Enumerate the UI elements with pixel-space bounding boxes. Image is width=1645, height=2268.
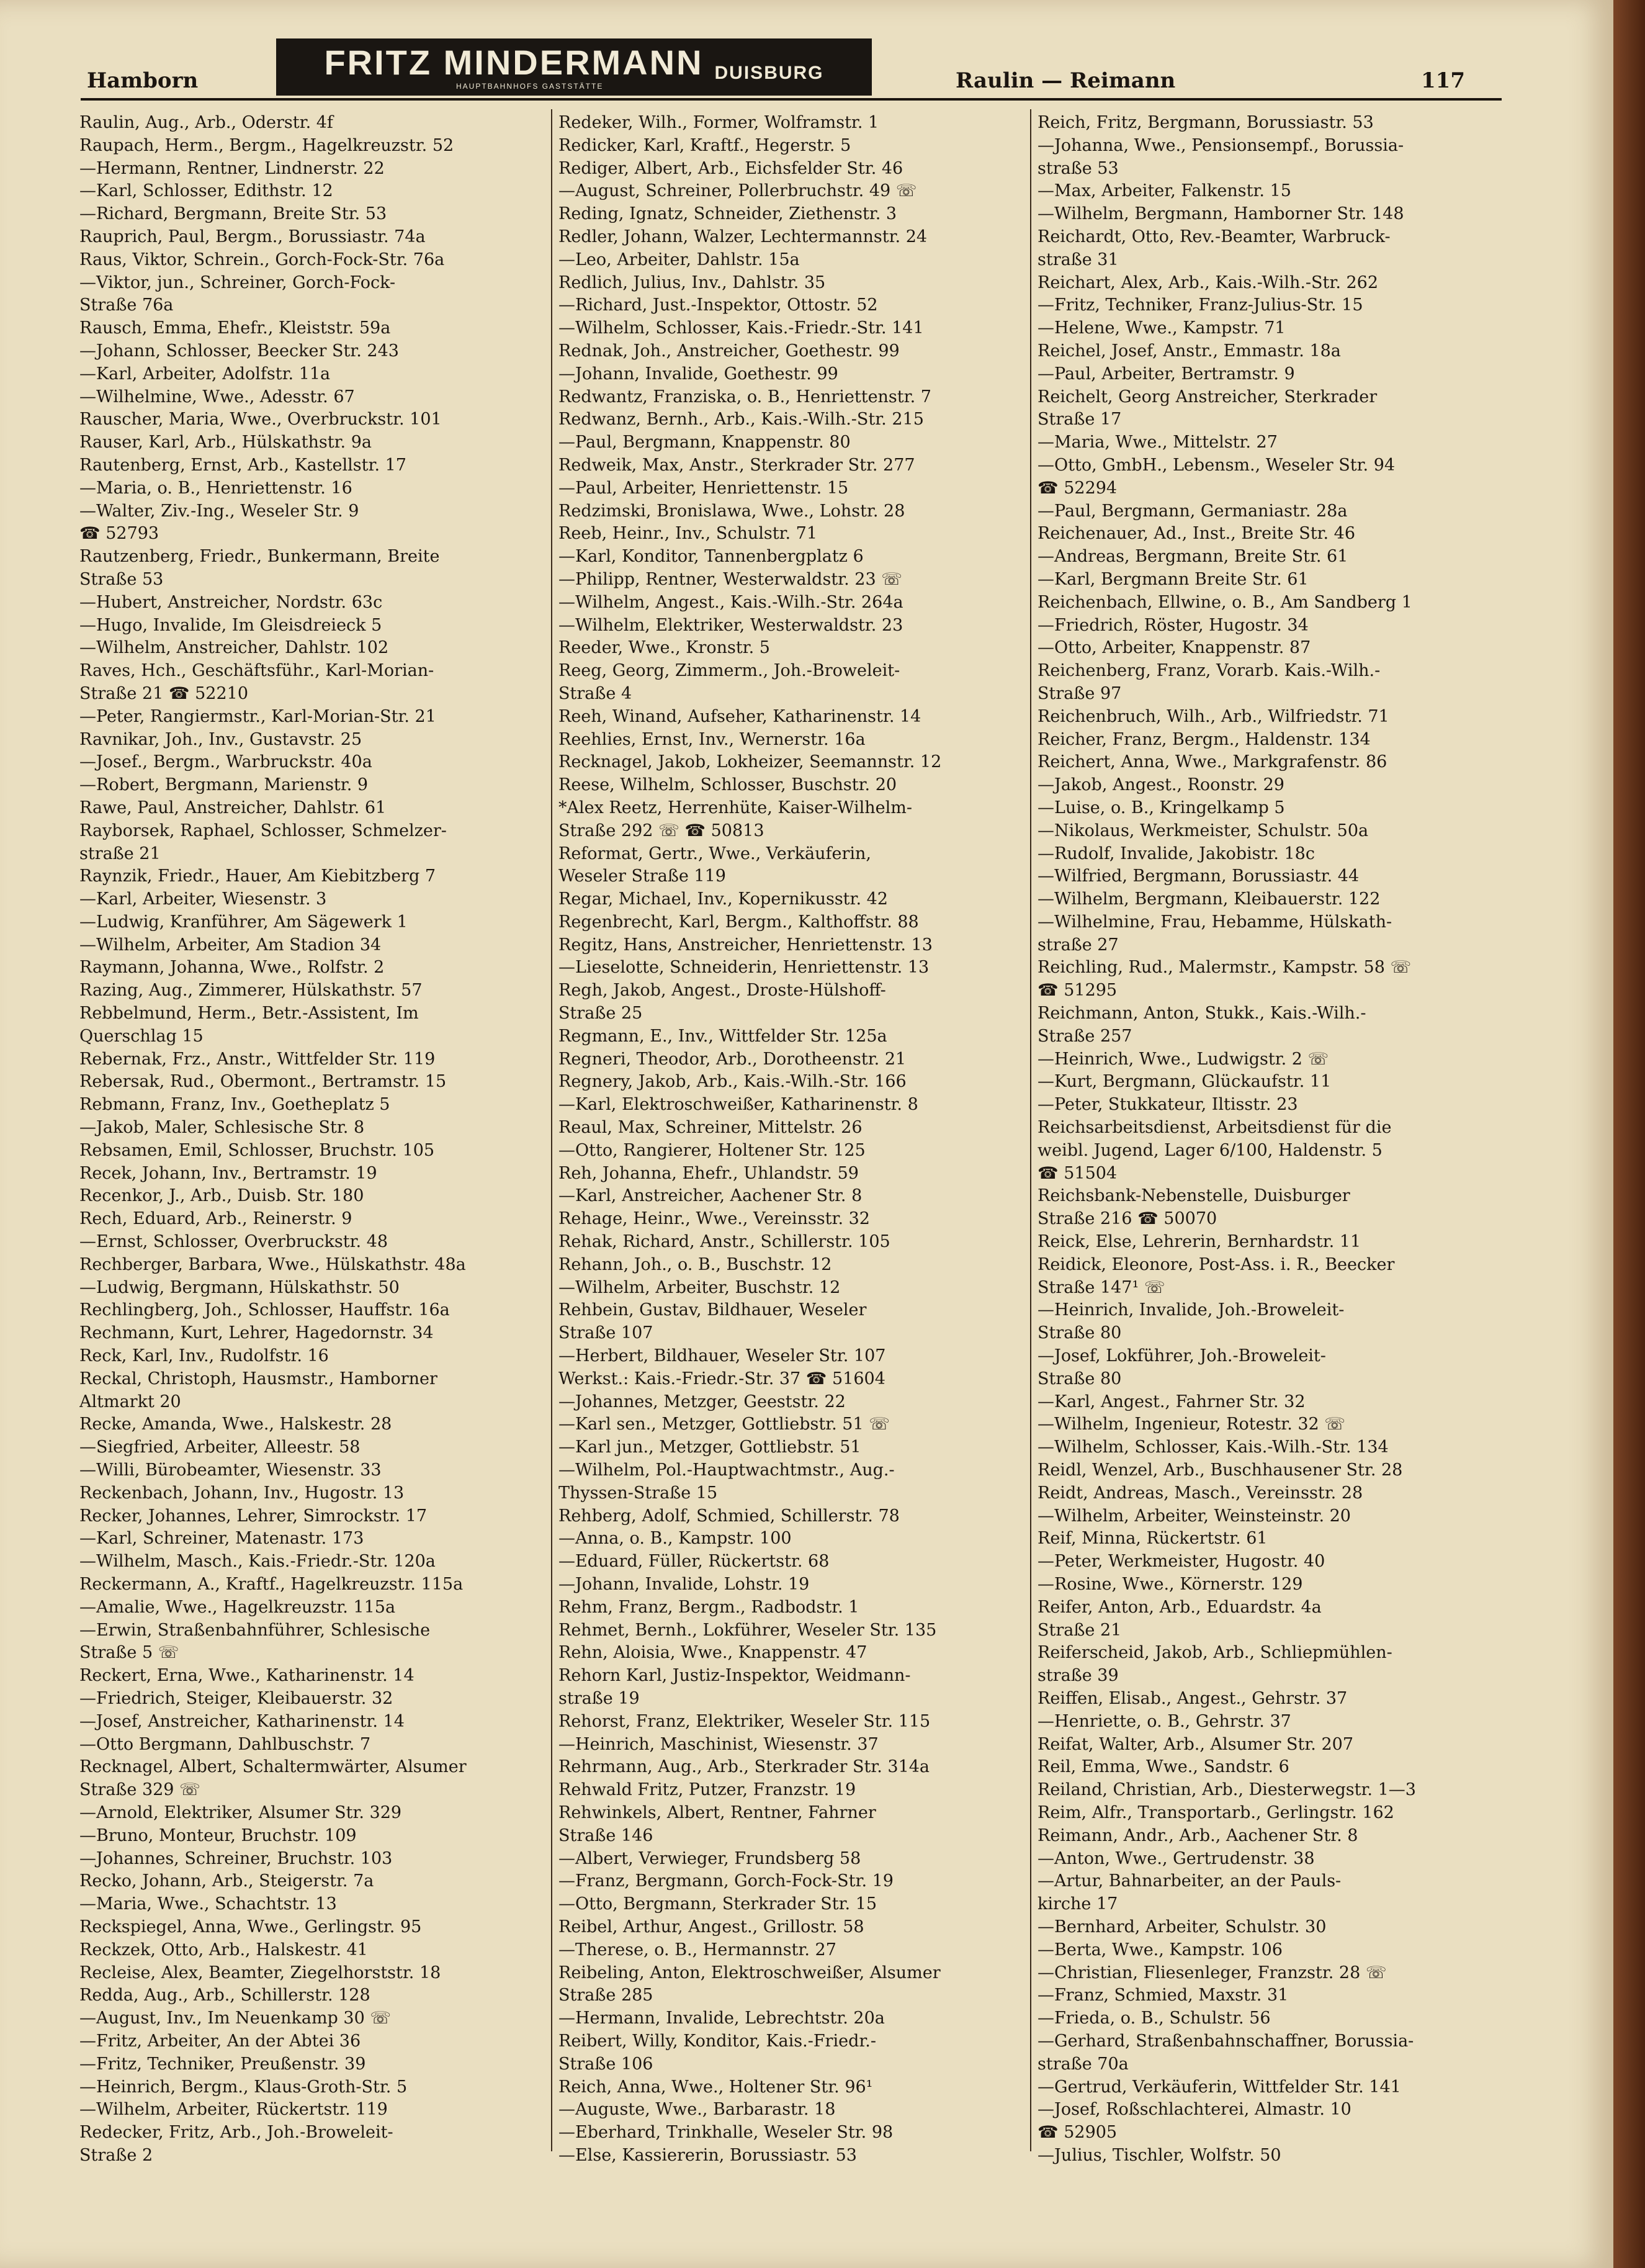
directory-entry: Regitz, Hans, Anstreicher, Henriettenstr. 13 bbox=[558, 935, 933, 955]
running-head-right: Raulin — Reimann bbox=[956, 68, 1176, 93]
directory-entry: —Christian, Fliesenleger, Franzstr. 28 ☏ bbox=[1038, 1963, 1387, 1982]
directory-entry: —Henriette, o. B., Gehrstr. 37 bbox=[1038, 1711, 1291, 1731]
directory-entry: Straße 4 bbox=[558, 683, 632, 703]
ad-city: DUISBURG bbox=[714, 63, 824, 83]
directory-entry: —Josef., Bergm., Warbruckstr. 40a bbox=[79, 752, 372, 772]
directory-entry: —Peter, Stukkateur, Iltisstr. 23 bbox=[1038, 1095, 1298, 1115]
directory-entry: weibl. Jugend, Lager 6/100, Haldenstr. 5 bbox=[1038, 1140, 1383, 1160]
directory-entry: —Eduard, Füller, Rückertstr. 68 bbox=[558, 1552, 830, 1572]
directory-entry: —Wilfried, Bergmann, Borussiastr. 44 bbox=[1038, 866, 1360, 886]
directory-entry: Straße 292 ☏ ☎ 50813 bbox=[558, 821, 764, 840]
directory-entry: —Johannes, Metzger, Geeststr. 22 bbox=[558, 1392, 846, 1411]
directory-entry: Reeg, Georg, Zimmerm., Joh.-Broweleit- bbox=[558, 661, 900, 681]
directory-entry: Rebbelmund, Herm., Betr.-Assistent, Im bbox=[79, 1004, 419, 1024]
directory-entry: —Auguste, Wwe., Barbarastr. 18 bbox=[558, 2100, 836, 2120]
directory-entry: —Johann, Schlosser, Beecker Str. 243 bbox=[79, 341, 399, 361]
directory-entry: Reehlies, Ernst, Inv., Wernerstr. 16a bbox=[558, 729, 866, 749]
directory-entry: Regneri, Theodor, Arb., Dorotheenstr. 21 bbox=[558, 1049, 907, 1069]
directory-entry: Rehwald Fritz, Putzer, Franzstr. 19 bbox=[558, 1780, 856, 1800]
directory-entry: Straße 80 bbox=[1038, 1323, 1122, 1343]
directory-entry: —Heinrich, Wwe., Ludwigstr. 2 ☏ bbox=[1038, 1049, 1329, 1069]
directory-entry: —Wilhelm, Bergmann, Kleibauerstr. 122 bbox=[1038, 889, 1381, 909]
directory-entry: Straße 80 bbox=[1038, 1369, 1122, 1388]
directory-entry: Reichardt, Otto, Rev.-Beamter, Warbruck- bbox=[1038, 227, 1391, 246]
directory-entry: —Fritz, Arbeiter, An der Abtei 36 bbox=[79, 2031, 361, 2051]
directory-entry: —Helene, Wwe., Kampstr. 71 bbox=[1038, 318, 1286, 338]
directory-entry: —Eberhard, Trinkhalle, Weseler Str. 98 bbox=[558, 2123, 894, 2143]
directory-entry: Regar, Michael, Inv., Kopernikusstr. 42 bbox=[558, 889, 888, 909]
directory-entry: Reichenberg, Franz, Vorarb. Kais.-Wilh.- bbox=[1038, 661, 1381, 681]
directory-entry: —Kurt, Bergmann, Glückaufstr. 11 bbox=[1038, 1072, 1332, 1092]
directory-entry: Altmarkt 20 bbox=[79, 1392, 181, 1411]
directory-entry: Straße 76a bbox=[79, 295, 174, 315]
directory-entry: —Heinrich, Invalide, Joh.-Broweleit- bbox=[1038, 1300, 1345, 1320]
directory-entry: —Franz, Bergmann, Gorch-Fock-Str. 19 bbox=[558, 1871, 894, 1891]
directory-entry: straße 39 bbox=[1038, 1666, 1119, 1686]
directory-entry: Redlich, Julius, Inv., Dahlstr. 35 bbox=[558, 272, 826, 292]
directory-entry: —Bernhard, Arbeiter, Schulstr. 30 bbox=[1038, 1917, 1327, 1937]
directory-entry: —Ernst, Schlosser, Overbruckstr. 48 bbox=[79, 1232, 388, 1252]
directory-entry: —Siegfried, Arbeiter, Alleestr. 58 bbox=[79, 1438, 361, 1457]
directory-entry: Reimann, Andr., Arb., Aachener Str. 8 bbox=[1038, 1825, 1358, 1845]
directory-entry: —Karl, Schreiner, Matenastr. 173 bbox=[79, 1529, 364, 1549]
directory-entry: Straße 21 ☎ 52210 bbox=[79, 683, 248, 703]
directory-entry: —Franz, Schmied, Maxstr. 31 bbox=[1038, 1986, 1289, 2005]
directory-entry: —Paul, Bergmann, Knappenstr. 80 bbox=[558, 433, 851, 452]
directory-entry: Reichart, Alex, Arb., Kais.-Wilh.-Str. 262 bbox=[1038, 272, 1379, 292]
directory-entry: Redwantz, Franziska, o. B., Henriettenstr. 7 bbox=[558, 387, 931, 407]
directory-entry: —Artur, Bahnarbeiter, an der Pauls- bbox=[1038, 1871, 1342, 1891]
directory-entry: Straße 257 bbox=[1038, 1026, 1132, 1046]
directory-entry: —Karl, Schlosser, Edithstr. 12 bbox=[79, 181, 333, 201]
directory-entry: —Wilhelmine, Frau, Hebamme, Hülskath- bbox=[1038, 912, 1392, 932]
directory-entry: Reeb, Heinr., Inv., Schulstr. 71 bbox=[558, 524, 818, 544]
directory-entry: ☎ 52294 bbox=[1038, 478, 1118, 498]
directory-entry: kirche 17 bbox=[1038, 1894, 1118, 1914]
directory-entry: Reich, Fritz, Bergmann, Borussiastr. 53 bbox=[1038, 113, 1374, 132]
directory-entry: Rautenberg, Ernst, Arb., Kastellstr. 17 bbox=[79, 455, 406, 475]
directory-entry: —Nikolaus, Werkmeister, Schulstr. 50a bbox=[1038, 821, 1369, 840]
column-divider bbox=[1030, 109, 1031, 2151]
directory-entry: Redecker, Fritz, Arb., Joh.-Broweleit- bbox=[79, 2123, 393, 2143]
directory-entry: Raymann, Johanna, Wwe., Rolfstr. 2 bbox=[79, 958, 385, 978]
directory-entry: Recknagel, Jakob, Lokheizer, Seemannstr. 12 bbox=[558, 752, 942, 772]
directory-entry: Reeh, Winand, Aufseher, Katharinenstr. 14 bbox=[558, 706, 921, 726]
directory-entry: Rauscher, Maria, Wwe., Overbruckstr. 101 bbox=[79, 410, 442, 430]
directory-entry: Rechlingberg, Joh., Schlosser, Hauffstr. 16a bbox=[79, 1300, 450, 1320]
directory-entry: Straße 97 bbox=[1038, 683, 1122, 703]
directory-entry: —Wilhelm, Ingenieur, Rotestr. 32 ☏ bbox=[1038, 1415, 1346, 1434]
directory-entry: Rautzenberg, Friedr., Bunkermann, Breite bbox=[79, 547, 440, 567]
directory-entry: Reaul, Max, Schreiner, Mittelstr. 26 bbox=[558, 1118, 863, 1138]
directory-entry: —Wilhelm, Pol.-Hauptwachtmstr., Aug.- bbox=[558, 1460, 895, 1480]
directory-entry: Straße 25 bbox=[558, 1004, 643, 1024]
directory-entry: Rehberg, Adolf, Schmied, Schillerstr. 78 bbox=[558, 1506, 900, 1526]
directory-entry: —Walter, Ziv.-Ing., Weseler Str. 9 bbox=[79, 501, 359, 521]
directory-entry: Redzimski, Bronislawa, Wwe., Lohstr. 28 bbox=[558, 501, 905, 521]
directory-entry: —Karl, Elektroschweißer, Katharinenstr. 8 bbox=[558, 1095, 918, 1115]
directory-entry: Rehage, Heinr., Wwe., Vereinsstr. 32 bbox=[558, 1209, 870, 1229]
directory-entry: —Karl, Arbeiter, Wiesenstr. 3 bbox=[79, 889, 327, 909]
directory-entry: Reichmann, Anton, Stukk., Kais.-Wilh.- bbox=[1038, 1004, 1366, 1024]
directory-entry: Rauprich, Paul, Bergm., Borussiastr. 74a bbox=[79, 227, 426, 246]
directory-entry: ☎ 52905 bbox=[1038, 2123, 1118, 2143]
directory-entry: —Herbert, Bildhauer, Weseler Str. 107 bbox=[558, 1346, 886, 1366]
directory-entry: Recek, Johann, Inv., Bertramstr. 19 bbox=[79, 1163, 377, 1183]
directory-entry: —Otto, GmbH., Lebensm., Weseler Str. 94 bbox=[1038, 455, 1396, 475]
directory-entry: —Wilhelm, Bergmann, Hamborner Str. 148 bbox=[1038, 204, 1404, 224]
directory-entry: Weseler Straße 119 bbox=[558, 866, 726, 886]
directory-entry: Straße 53 bbox=[79, 569, 164, 589]
directory-entry: —Gertrud, Verkäuferin, Wittfelder Str. 141 bbox=[1038, 2077, 1401, 2097]
directory-entry: —Peter, Werkmeister, Hugostr. 40 bbox=[1038, 1552, 1325, 1572]
directory-entry: Reckzek, Otto, Arb., Halskestr. 41 bbox=[79, 1940, 368, 1960]
directory-entry: —Karl, Konditor, Tannenbergplatz 6 bbox=[558, 547, 864, 567]
directory-entry: Reifat, Walter, Arb., Alsumer Str. 207 bbox=[1038, 1734, 1353, 1754]
directory-entry: Rech, Eduard, Arb., Reinerstr. 9 bbox=[79, 1209, 352, 1229]
ad-name: FRITZ MINDERMANN bbox=[324, 42, 704, 82]
directory-entry: Straße 106 bbox=[558, 2054, 653, 2074]
directory-entry: Reichelt, Georg Anstreicher, Sterkrader bbox=[1038, 387, 1378, 407]
directory-entry: —Anton, Wwe., Gertrudenstr. 38 bbox=[1038, 1848, 1315, 1868]
directory-entry: Reidl, Wenzel, Arb., Buschhausener Str. 28 bbox=[1038, 1460, 1403, 1480]
directory-entry: —Wilhelm, Arbeiter, Buschstr. 12 bbox=[558, 1277, 841, 1297]
directory-entry: —Gerhard, Straßenbahnschaffner, Borussia- bbox=[1038, 2031, 1414, 2051]
directory-entry: —Ludwig, Bergmann, Hülskathstr. 50 bbox=[79, 1277, 400, 1297]
directory-entry: Rednak, Joh., Anstreicher, Goethestr. 99 bbox=[558, 341, 900, 361]
directory-entry: —Hugo, Invalide, Im Gleisdreieck 5 bbox=[79, 615, 382, 635]
directory-entry: —Otto, Rangierer, Holtener Str. 125 bbox=[558, 1140, 866, 1160]
ad-subtitle: HAUPTBAHNHOFS GASTSTÄTTE bbox=[456, 82, 604, 91]
directory-entry: Straße 5 ☏ bbox=[79, 1643, 179, 1663]
directory-entry: Recenkor, J., Arb., Duisb. Str. 180 bbox=[79, 1186, 364, 1206]
directory-entry: Raves, Hch., Geschäftsführ., Karl-Morian- bbox=[79, 661, 434, 681]
directory-entry: —Karl, Angest., Fahrner Str. 32 bbox=[1038, 1392, 1306, 1411]
directory-entry: Reichsbank-Nebenstelle, Duisburger bbox=[1038, 1186, 1350, 1206]
directory-entry: —August, Schreiner, Pollerbruchstr. 49 ☏ bbox=[558, 181, 917, 201]
directory-entry: Reiffen, Elisab., Angest., Gehrstr. 37 bbox=[1038, 1688, 1348, 1708]
directory-entry: Rehwinkels, Albert, Rentner, Fahrner bbox=[558, 1802, 876, 1822]
directory-entry: Redler, Johann, Walzer, Lechtermannstr. 24 bbox=[558, 227, 928, 246]
directory-entry: Reiferscheid, Jakob, Arb., Schliepmühlen- bbox=[1038, 1643, 1392, 1663]
advertisement-banner bbox=[276, 38, 872, 96]
directory-entry: —Wilhelm, Schlosser, Kais.-Wilh.-Str. 134 bbox=[1038, 1438, 1389, 1457]
directory-entry: —Johann, Invalide, Goethestr. 99 bbox=[558, 364, 838, 384]
directory-entry: Reese, Wilhelm, Schlosser, Buschstr. 20 bbox=[558, 775, 897, 795]
directory-entry: Rausch, Emma, Ehefr., Kleiststr. 59a bbox=[79, 318, 391, 338]
directory-entry: Rebmann, Franz, Inv., Goetheplatz 5 bbox=[79, 1095, 390, 1115]
directory-entry: Rehann, Joh., o. B., Buschstr. 12 bbox=[558, 1254, 832, 1274]
directory-entry: Regnery, Jakob, Arb., Kais.-Wilh.-Str. 166 bbox=[558, 1072, 907, 1092]
directory-entry: Straße 21 bbox=[1038, 1620, 1122, 1640]
directory-entry: —Friedrich, Steiger, Kleibauerstr. 32 bbox=[79, 1688, 393, 1708]
directory-entry: Reckal, Christoph, Hausmstr., Hamborner bbox=[79, 1369, 437, 1388]
directory-entry: Rediger, Albert, Arb., Eichsfelder Str. 46 bbox=[558, 158, 903, 178]
directory-entry: Rehorn Karl, Justiz-Inspektor, Weidmann- bbox=[558, 1666, 911, 1686]
directory-entry: Reck, Karl, Inv., Rudolfstr. 16 bbox=[79, 1346, 329, 1366]
directory-entry: —Karl, Bergmann Breite Str. 61 bbox=[1038, 569, 1309, 589]
directory-entry: —Amalie, Wwe., Hagelkreuzstr. 115a bbox=[79, 1597, 396, 1617]
directory-entry: —Fritz, Techniker, Preußenstr. 39 bbox=[79, 2054, 366, 2074]
directory-entry: —Paul, Arbeiter, Bertramstr. 9 bbox=[1038, 364, 1295, 384]
directory-entry: —Max, Arbeiter, Falkenstr. 15 bbox=[1038, 181, 1291, 201]
directory-entry: —Richard, Just.-Inspektor, Ottostr. 52 bbox=[558, 295, 878, 315]
directory-entry: Reckermann, A., Kraftf., Hagelkreuzstr. 115a bbox=[79, 1575, 464, 1594]
directory-entry: Werkst.: Kais.-Friedr.-Str. 37 ☎ 51604 bbox=[558, 1369, 885, 1388]
directory-entry: —Wilhelm, Arbeiter, Am Stadion 34 bbox=[79, 935, 382, 955]
directory-entry: —Otto, Arbeiter, Knappenstr. 87 bbox=[1038, 638, 1311, 658]
directory-entry: —Viktor, jun., Schreiner, Gorch-Fock- bbox=[79, 272, 396, 292]
directory-entry: Reich, Anna, Wwe., Holtener Str. 96¹ bbox=[558, 2077, 873, 2097]
directory-entry: Reeder, Wwe., Kronstr. 5 bbox=[558, 638, 770, 658]
directory-entry: Rehn, Aloisia, Wwe., Knappenstr. 47 bbox=[558, 1643, 867, 1663]
directory-entry: Reichert, Anna, Wwe., Markgrafenstr. 86 bbox=[1038, 752, 1387, 772]
directory-entry: —Karl, Anstreicher, Aachener Str. 8 bbox=[558, 1186, 863, 1206]
directory-entry: straße 70a bbox=[1038, 2054, 1129, 2074]
column-divider bbox=[551, 109, 552, 2151]
directory-entry: Straße 146 bbox=[558, 1825, 653, 1845]
directory-entry: Rebersak, Rud., Obermont., Bertramstr. 15 bbox=[79, 1072, 447, 1092]
directory-entry: —Karl sen., Metzger, Gottliebstr. 51 ☏ bbox=[558, 1415, 890, 1434]
directory-entry: Straße 17 bbox=[1038, 410, 1122, 430]
directory-entry: —Wilhelm, Anstreicher, Dahlstr. 102 bbox=[79, 638, 389, 658]
directory-entry: Reicher, Franz, Bergm., Haldenstr. 134 bbox=[1038, 729, 1371, 749]
directory-entry: Reidt, Andreas, Masch., Vereinsstr. 28 bbox=[1038, 1483, 1363, 1503]
directory-entry: Reibel, Arthur, Angest., Grillostr. 58 bbox=[558, 1917, 864, 1937]
directory-entry: —Richard, Bergmann, Breite Str. 53 bbox=[79, 204, 387, 224]
book-spine bbox=[1613, 0, 1645, 2268]
directory-entry: —Maria, o. B., Henriettenstr. 16 bbox=[79, 478, 352, 498]
directory-entry: —Else, Kassiererin, Borussiastr. 53 bbox=[558, 2145, 857, 2165]
directory-entry: Reding, Ignatz, Schneider, Ziethenstr. 3 bbox=[558, 204, 897, 224]
directory-entry: —Hermann, Rentner, Lindnerstr. 22 bbox=[79, 158, 385, 178]
directory-entry: —Willi, Bürobeamter, Wiesenstr. 33 bbox=[79, 1460, 382, 1480]
directory-entry: Straße 147¹ ☏ bbox=[1038, 1277, 1165, 1297]
directory-entry: —Hubert, Anstreicher, Nordstr. 63c bbox=[79, 592, 383, 612]
directory-entry: —Friedrich, Röster, Hugostr. 34 bbox=[1038, 615, 1309, 635]
directory-entry: Raulin, Aug., Arb., Oderstr. 4f bbox=[79, 113, 333, 132]
directory-entry: Reil, Emma, Wwe., Sandstr. 6 bbox=[1038, 1757, 1289, 1777]
directory-entry: —Josef, Roßschlachterei, Almastr. 10 bbox=[1038, 2100, 1351, 2120]
directory-entry: Rehbein, Gustav, Bildhauer, Weseler bbox=[558, 1300, 867, 1320]
directory-entry: Reichsarbeitsdienst, Arbeitsdienst für die bbox=[1038, 1118, 1392, 1138]
directory-entry: Reichling, Rud., Malermstr., Kampstr. 58 ☏ bbox=[1038, 958, 1412, 978]
directory-entry: —Johannes, Schreiner, Bruchstr. 103 bbox=[79, 1848, 393, 1868]
directory-entry: Rechberger, Barbara, Wwe., Hülskathstr. 48a bbox=[79, 1254, 466, 1274]
directory-entry: —Maria, Wwe., Schachtstr. 13 bbox=[79, 1894, 337, 1914]
directory-entry: Reichenbruch, Wilh., Arb., Wilfriedstr. 71 bbox=[1038, 706, 1389, 726]
directory-entry: Reibeling, Anton, Elektroschweißer, Alsumer bbox=[558, 1963, 941, 1982]
directory-entry: Reif, Minna, Rückertstr. 61 bbox=[1038, 1529, 1268, 1549]
directory-entry: Rehrmann, Aug., Arb., Sterkrader Str. 314a bbox=[558, 1757, 930, 1777]
directory-entry: —Arnold, Elektriker, Alsumer Str. 329 bbox=[79, 1802, 402, 1822]
directory-entry: Redweik, Max, Anstr., Sterkrader Str. 277 bbox=[558, 455, 915, 475]
directory-entry: *Alex Reetz, Herrenhüte, Kaiser-Wilhelm- bbox=[558, 798, 912, 817]
directory-entry: —Karl, Arbeiter, Adolfstr. 11a bbox=[79, 364, 331, 384]
directory-entry: Straße 216 ☎ 50070 bbox=[1038, 1209, 1217, 1229]
directory-entry: Reckert, Erna, Wwe., Katharinenstr. 14 bbox=[79, 1666, 415, 1686]
directory-entry: —Johann, Invalide, Lohstr. 19 bbox=[558, 1575, 810, 1594]
directory-entry: —Fritz, Techniker, Franz-Julius-Str. 15 bbox=[1038, 295, 1363, 315]
directory-entry: Straße 107 bbox=[558, 1323, 653, 1343]
directory-entry: —Jakob, Angest., Roonstr. 29 bbox=[1038, 775, 1284, 795]
directory-entry: Reckspiegel, Anna, Wwe., Gerlingstr. 95 bbox=[79, 1917, 422, 1937]
directory-entry: —Hermann, Invalide, Lebrechtstr. 20a bbox=[558, 2009, 885, 2028]
running-head-left: Hamborn bbox=[87, 68, 199, 93]
directory-entry: Reim, Alfr., Transportarb., Gerlingstr. 162 bbox=[1038, 1802, 1394, 1822]
directory-entry: straße 31 bbox=[1038, 250, 1119, 269]
directory-entry: —Wilhelm, Schlosser, Kais.-Friedr.-Str. 141 bbox=[558, 318, 924, 338]
directory-entry: Straße 285 bbox=[558, 1986, 653, 2005]
directory-entry: —Anna, o. B., Kampstr. 100 bbox=[558, 1529, 792, 1549]
directory-entry: —Berta, Wwe., Kampstr. 106 bbox=[1038, 1940, 1283, 1960]
directory-entry: —Albert, Verwieger, Frundsberg 58 bbox=[558, 1848, 861, 1868]
directory-entry: —Therese, o. B., Hermannstr. 27 bbox=[558, 1940, 836, 1960]
directory-column-1 bbox=[79, 112, 551, 2247]
directory-entry: Rechmann, Kurt, Lehrer, Hagedornstr. 34 bbox=[79, 1323, 434, 1343]
directory-entry: Straße 2 bbox=[79, 2145, 153, 2165]
directory-entry: Reichel, Josef, Anstr., Emmastr. 18a bbox=[1038, 341, 1341, 361]
directory-entry: Raupach, Herm., Bergm., Hagelkreuzstr. 52 bbox=[79, 135, 454, 155]
directory-entry: Reckenbach, Johann, Inv., Hugostr. 13 bbox=[79, 1483, 405, 1503]
page-number: 117 bbox=[1421, 68, 1465, 93]
directory-entry: Redicker, Karl, Kraftf., Hegerstr. 5 bbox=[558, 135, 851, 155]
directory-entry: Raus, Viktor, Schrein., Gorch-Fock-Str. 76a bbox=[79, 250, 445, 269]
directory-entry: Reh, Johanna, Ehefr., Uhlandstr. 59 bbox=[558, 1163, 859, 1183]
directory-entry: —Luise, o. B., Kringelkamp 5 bbox=[1038, 798, 1285, 817]
directory-entry: —Rosine, Wwe., Körnerstr. 129 bbox=[1038, 1575, 1303, 1594]
directory-entry: —Heinrich, Maschinist, Wiesenstr. 37 bbox=[558, 1734, 879, 1754]
directory-entry: —Robert, Bergmann, Marienstr. 9 bbox=[79, 775, 369, 795]
directory-entry: —Otto Bergmann, Dahlbuschstr. 7 bbox=[79, 1734, 371, 1754]
directory-entry: Rehorst, Franz, Elektriker, Weseler Str. 115 bbox=[558, 1711, 931, 1731]
directory-entry: Rauser, Karl, Arb., Hülskathstr. 9a bbox=[79, 433, 372, 452]
directory-entry: Regh, Jakob, Angest., Droste-Hülshoff- bbox=[558, 981, 886, 1001]
directory-entry: Straße 329 ☏ bbox=[79, 1780, 200, 1800]
directory-entry: —Maria, Wwe., Mittelstr. 27 bbox=[1038, 433, 1278, 452]
directory-entry: ☎ 51295 bbox=[1038, 981, 1118, 1001]
directory-column-3 bbox=[1038, 112, 1509, 2247]
directory-entry: Recke, Amanda, Wwe., Halskestr. 28 bbox=[79, 1415, 392, 1434]
directory-entry: Reichenbach, Ellwine, o. B., Am Sandberg 1 bbox=[1038, 592, 1412, 612]
directory-entry: —Bruno, Monteur, Bruchstr. 109 bbox=[79, 1825, 357, 1845]
directory-entry: Ravnikar, Joh., Inv., Gustavstr. 25 bbox=[79, 729, 362, 749]
directory-entry: Thyssen-Straße 15 bbox=[558, 1483, 718, 1503]
directory-entry: Rayborsek, Raphael, Schlosser, Schmelzer- bbox=[79, 821, 447, 840]
directory-entry: —Paul, Bergmann, Germaniastr. 28a bbox=[1038, 501, 1348, 521]
directory-entry: straße 21 bbox=[79, 844, 161, 863]
directory-entry: —Wilhelm, Arbeiter, Weinsteinstr. 20 bbox=[1038, 1506, 1351, 1526]
directory-entry: Rehm, Franz, Bergm., Radbodstr. 1 bbox=[558, 1597, 859, 1617]
directory-entry: —Wilhelm, Angest., Kais.-Wilh.-Str. 264a bbox=[558, 592, 903, 612]
directory-entry: Razing, Aug., Zimmerer, Hülskathstr. 57 bbox=[79, 981, 423, 1001]
directory-entry: Redda, Aug., Arb., Schillerstr. 128 bbox=[79, 1986, 370, 2005]
directory-entry: —Jakob, Maler, Schlesische Str. 8 bbox=[79, 1118, 365, 1138]
directory-entry: Recleise, Alex, Beamter, Ziegelhorststr. 18 bbox=[79, 1963, 441, 1982]
directory-entry: —August, Inv., Im Neuenkamp 30 ☏ bbox=[79, 2009, 392, 2028]
header-rule bbox=[81, 98, 1502, 101]
directory-entry: Reibert, Willy, Konditor, Kais.-Friedr.- bbox=[558, 2031, 877, 2051]
directory-entry: —Paul, Arbeiter, Henriettenstr. 15 bbox=[558, 478, 849, 498]
directory-entry: Regenbrecht, Karl, Bergm., Kalthoffstr. 88 bbox=[558, 912, 919, 932]
directory-entry: Recker, Johannes, Lehrer, Simrockstr. 17 bbox=[79, 1506, 428, 1526]
directory-entry: Regmann, E., Inv., Wittfelder Str. 125a bbox=[558, 1026, 887, 1046]
directory-entry: Recko, Johann, Arb., Steigerstr. 7a bbox=[79, 1871, 374, 1891]
directory-entry: Rebernak, Frz., Anstr., Wittfelder Str. 119 bbox=[79, 1049, 436, 1069]
directory-entry: straße 53 bbox=[1038, 158, 1119, 178]
directory-entry: ☎ 51504 bbox=[1038, 1163, 1118, 1183]
directory-entry: —Wilhelmine, Wwe., Adesstr. 67 bbox=[79, 387, 355, 407]
directory-entry: —Josef, Anstreicher, Katharinenstr. 14 bbox=[79, 1711, 405, 1731]
directory-entry: straße 19 bbox=[558, 1688, 640, 1708]
directory-entry: Recknagel, Albert, Schaltermwärter, Alsumer bbox=[79, 1757, 467, 1777]
directory-entry: Rebsamen, Emil, Schlosser, Bruchstr. 105 bbox=[79, 1140, 435, 1160]
directory-entry: —Lieselotte, Schneiderin, Henriettenstr. 13 bbox=[558, 958, 930, 978]
directory-entry: Rawe, Paul, Anstreicher, Dahlstr. 61 bbox=[79, 798, 387, 817]
directory-entry: Rehak, Richard, Anstr., Schillerstr. 105 bbox=[558, 1232, 890, 1252]
directory-entry: Reifer, Anton, Arb., Eduardstr. 4a bbox=[1038, 1597, 1322, 1617]
directory-entry: —Leo, Arbeiter, Dahlstr. 15a bbox=[558, 250, 800, 269]
directory-entry: Reformat, Gertr., Wwe., Verkäuferin, bbox=[558, 844, 871, 863]
directory-entry: —Andreas, Bergmann, Breite Str. 61 bbox=[1038, 547, 1348, 567]
directory-entry: —Peter, Rangiermstr., Karl-Morian-Str. 21 bbox=[79, 706, 436, 726]
directory-entry: Raynzik, Friedr., Hauer, Am Kiebitzberg 7 bbox=[79, 866, 436, 886]
directory-entry: —Frieda, o. B., Schulstr. 56 bbox=[1038, 2009, 1271, 2028]
directory-entry: ☎ 52793 bbox=[79, 524, 159, 544]
directory-entry: Querschlag 15 bbox=[79, 1026, 204, 1046]
directory-entry: —Ludwig, Kranführer, Am Sägewerk 1 bbox=[79, 912, 408, 932]
directory-entry: Reick, Else, Lehrerin, Bernhardstr. 11 bbox=[1038, 1232, 1361, 1252]
directory-entry: —Johanna, Wwe., Pensionsempf., Borussia- bbox=[1038, 135, 1404, 155]
directory-entry: Reiland, Christian, Arb., Diesterwegstr. 1—3 bbox=[1038, 1780, 1416, 1800]
directory-entry: —Otto, Bergmann, Sterkrader Str. 15 bbox=[558, 1894, 877, 1914]
directory-entry: Redeker, Wilh., Former, Wolframstr. 1 bbox=[558, 113, 879, 132]
directory-entry: Reichenauer, Ad., Inst., Breite Str. 46 bbox=[1038, 524, 1356, 544]
directory-entry: —Wilhelm, Masch., Kais.-Friedr.-Str. 120a bbox=[79, 1552, 436, 1572]
directory-entry: —Rudolf, Invalide, Jakobistr. 18c bbox=[1038, 844, 1315, 863]
directory-column-2 bbox=[558, 112, 1030, 2247]
directory-entry: —Heinrich, Bergm., Klaus-Groth-Str. 5 bbox=[79, 2077, 408, 2097]
directory-entry: —Philipp, Rentner, Westerwaldstr. 23 ☏ bbox=[558, 569, 902, 589]
directory-entry: —Erwin, Straßenbahnführer, Schlesische bbox=[79, 1620, 431, 1640]
directory-entry: Rehmet, Bernh., Lokführer, Weseler Str. 135 bbox=[558, 1620, 937, 1640]
directory-entry: —Josef, Lokführer, Joh.-Broweleit- bbox=[1038, 1346, 1326, 1366]
directory-entry: straße 27 bbox=[1038, 935, 1119, 955]
directory-entry: Reidick, Eleonore, Post-Ass. i. R., Beecker bbox=[1038, 1254, 1395, 1274]
directory-entry: Redwanz, Bernh., Arb., Kais.-Wilh.-Str. 215 bbox=[558, 410, 924, 430]
directory-entry: —Julius, Tischler, Wolfstr. 50 bbox=[1038, 2145, 1281, 2165]
directory-entry: —Karl jun., Metzger, Gottliebstr. 51 bbox=[558, 1438, 861, 1457]
directory-entry: —Wilhelm, Elektriker, Westerwaldstr. 23 bbox=[558, 615, 903, 635]
directory-entry: —Wilhelm, Arbeiter, Rückertstr. 119 bbox=[79, 2100, 388, 2120]
